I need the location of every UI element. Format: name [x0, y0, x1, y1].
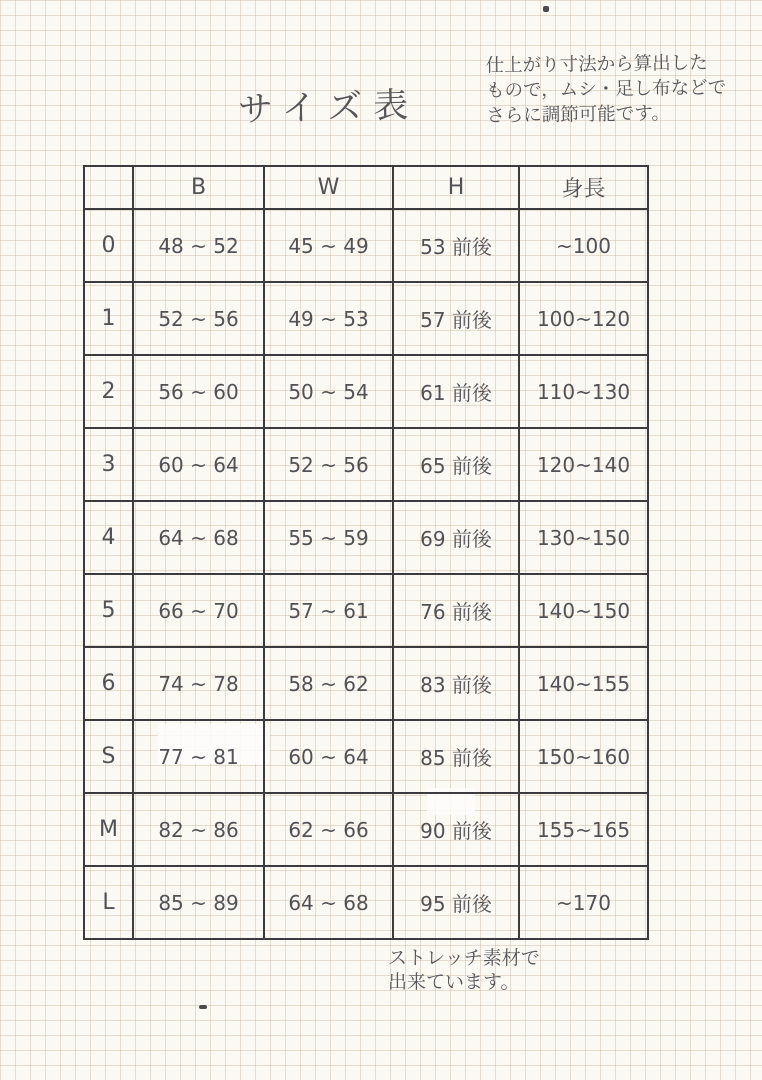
top-note-line-1: 仕上がり寸法から算出した [485, 52, 708, 77]
ink-speck [199, 1005, 207, 1009]
header-cell-bust: B [133, 166, 264, 209]
ink-speck [543, 6, 549, 12]
cell-height: 130~150 [519, 501, 648, 574]
cell-size: 5 [84, 574, 133, 647]
top-note-line-3: さらに調節可能です。 [486, 103, 671, 127]
table-row [84, 793, 648, 866]
cell-size: 0 [84, 209, 133, 282]
bottom-note-line-2: 出来ています。 [388, 971, 520, 993]
table-row [84, 282, 648, 355]
table-row [84, 647, 648, 720]
cell-size: 4 [84, 501, 133, 574]
header-cell-size [84, 166, 133, 209]
cell-waist: 60 ~ 64 [264, 720, 393, 793]
cell-bust: 77 ~ 81 [133, 720, 264, 793]
cell-height: 155~165 [519, 793, 648, 866]
bottom-note-line-1: ストレッチ素材で [388, 947, 540, 969]
page-title: サイズ表 [237, 85, 420, 131]
cell-waist: 64 ~ 68 [264, 866, 393, 939]
cell-hip: 83 前後 [393, 647, 519, 720]
cell-bust: 48 ~ 52 [133, 209, 264, 282]
header-cell-waist: W [264, 166, 393, 209]
cell-hip: 90 前後 [393, 793, 519, 866]
cell-bust: 52 ~ 56 [133, 282, 264, 355]
cell-height: 100~120 [519, 282, 648, 355]
cell-size: L [84, 866, 133, 939]
cell-bust: 64 ~ 68 [133, 501, 264, 574]
cell-waist: 50 ~ 54 [264, 355, 393, 428]
cell-size: 3 [84, 428, 133, 501]
cell-bust: 74 ~ 78 [133, 647, 264, 720]
cell-waist: 62 ~ 66 [264, 793, 393, 866]
size-table [83, 165, 649, 940]
cell-hip: 76 前後 [393, 574, 519, 647]
cell-height: 140~150 [519, 574, 648, 647]
cell-waist: 45 ~ 49 [264, 209, 393, 282]
table-row [84, 720, 648, 793]
cell-bust: 60 ~ 64 [133, 428, 264, 501]
cell-size: 2 [84, 355, 133, 428]
table-row [84, 866, 648, 939]
cell-bust: 82 ~ 86 [133, 793, 264, 866]
cell-height: ~100 [519, 209, 648, 282]
table-row [84, 428, 648, 501]
table-row [84, 209, 648, 282]
cell-height: 120~140 [519, 428, 648, 501]
cell-height: ~170 [519, 866, 648, 939]
cell-hip: 53 前後 [393, 209, 519, 282]
cell-hip: 85 前後 [393, 720, 519, 793]
cell-bust: 66 ~ 70 [133, 574, 264, 647]
top-note-line-2: もので，ムシ・足し布などで [485, 77, 727, 102]
cell-hip: 57 前後 [393, 282, 519, 355]
header-cell-hip: H [393, 166, 519, 209]
cell-waist: 57 ~ 61 [264, 574, 393, 647]
bottom-note [388, 946, 540, 994]
cell-waist: 58 ~ 62 [264, 647, 393, 720]
cell-size: M [84, 793, 133, 866]
cell-height: 140~155 [519, 647, 648, 720]
cell-size: 1 [84, 282, 133, 355]
cell-waist: 55 ~ 59 [264, 501, 393, 574]
cell-height: 110~130 [519, 355, 648, 428]
header-cell-height: 身長 [519, 166, 648, 209]
cell-size: S [84, 720, 133, 793]
table-row [84, 355, 648, 428]
header-row [84, 166, 648, 209]
cell-waist: 49 ~ 53 [264, 282, 393, 355]
cell-hip: 61 前後 [393, 355, 519, 428]
cell-hip: 95 前後 [393, 866, 519, 939]
cell-bust: 56 ~ 60 [133, 355, 264, 428]
cell-waist: 52 ~ 56 [264, 428, 393, 501]
table-row [84, 574, 648, 647]
cell-size: 6 [84, 647, 133, 720]
cell-height: 150~160 [519, 720, 648, 793]
cell-bust: 85 ~ 89 [133, 866, 264, 939]
table-row [84, 501, 648, 574]
cell-hip: 69 前後 [393, 501, 519, 574]
cell-hip: 65 前後 [393, 428, 519, 501]
top-right-note [485, 50, 726, 128]
